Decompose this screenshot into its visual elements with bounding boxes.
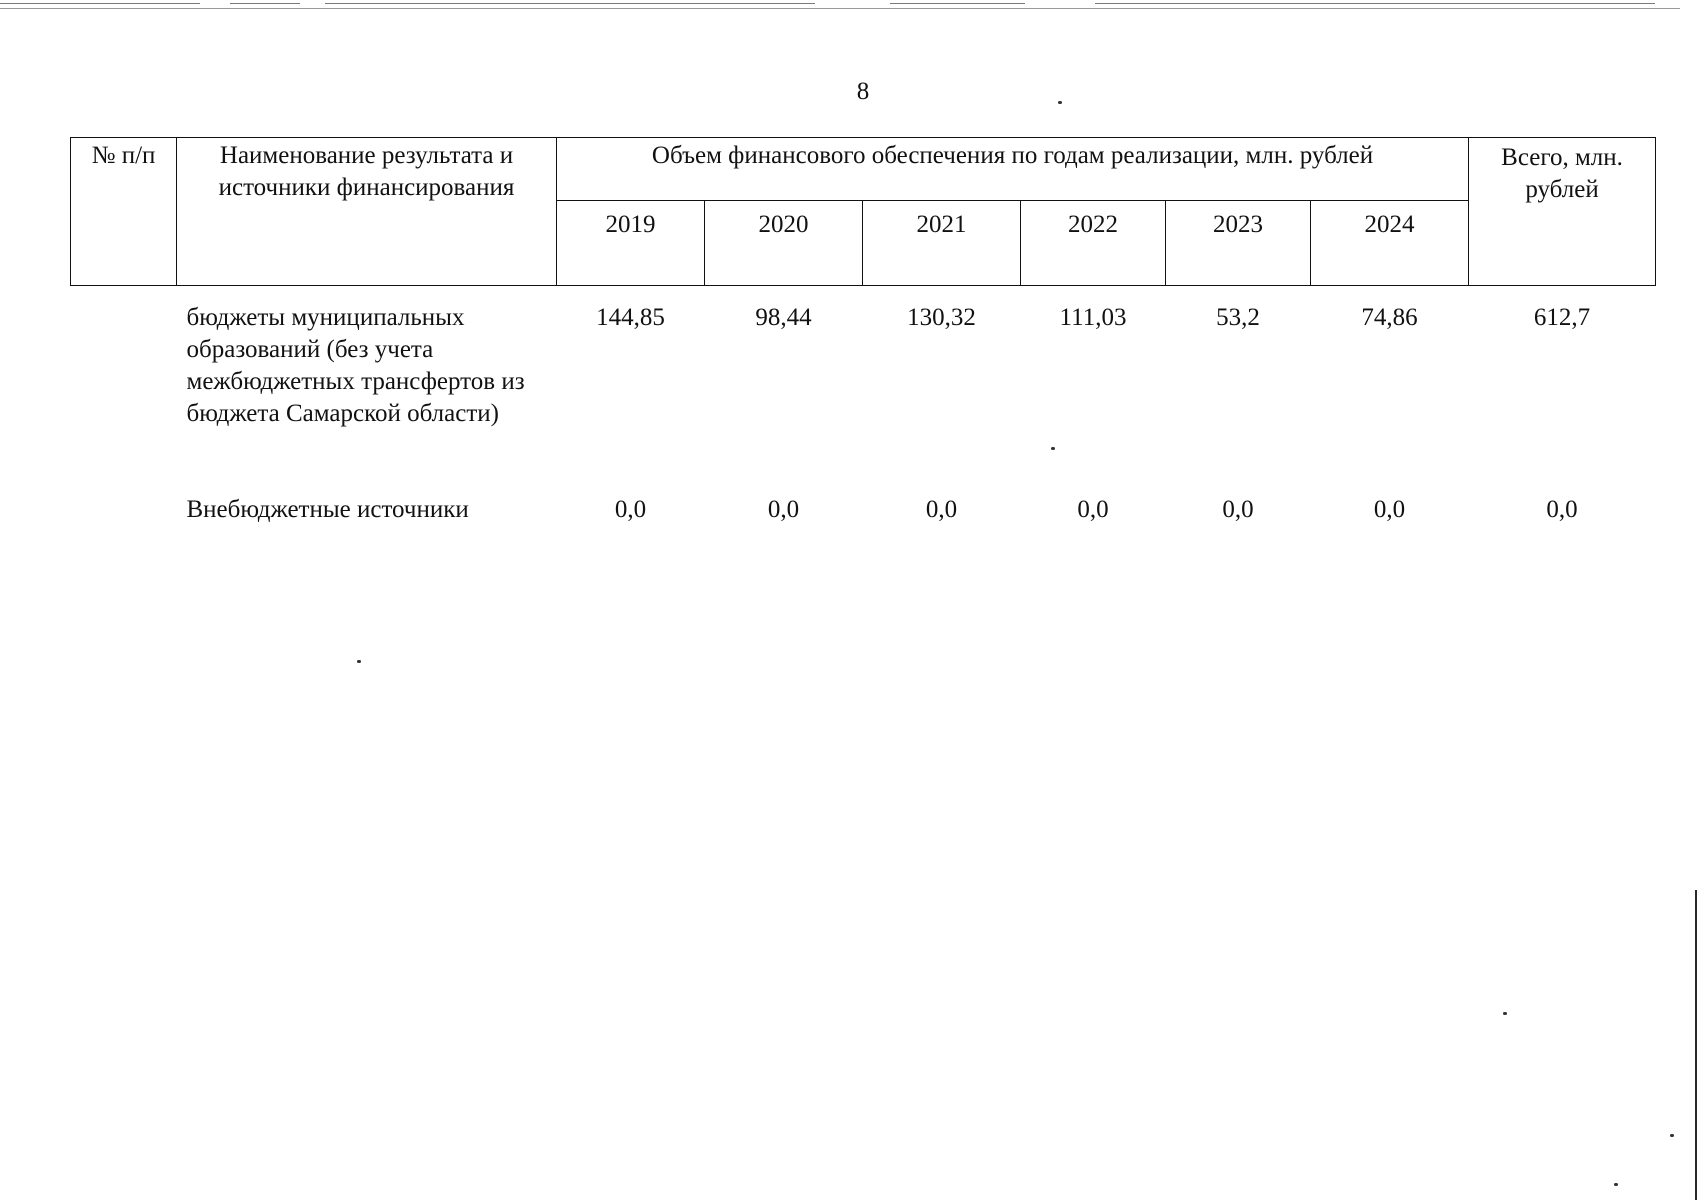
header-name: Наименование результата и источники финансирования [177,138,557,286]
row-value-2020: 98,44 [755,304,812,331]
table-header [71,138,1656,286]
scan-speck [1051,447,1055,450]
financing-table [70,137,1656,526]
scan-top-edge [0,0,1680,9]
row-value-2021: 130,32 [907,304,976,331]
header-year-2022: 2022 [1021,201,1166,286]
row-value-2019: 144,85 [596,304,665,331]
scan-right-edge [1695,890,1697,1200]
table-body [71,286,1656,527]
row-value-2021: 0,0 [925,496,958,523]
scan-speck [1614,1183,1618,1186]
scan-speck [1670,1134,1674,1137]
row-value-2023: 0,0 [1222,496,1254,523]
row-value-2020: 0,0 [767,496,800,523]
row-total: 0,0 [1546,496,1578,523]
scan-speck [1058,101,1062,104]
page-number: 8 [856,78,870,105]
table-row [71,286,1656,493]
header-year-2019: 2019 [557,201,705,286]
row-value-2024: 74,86 [1361,304,1418,331]
row-value-2023: 53,2 [1216,304,1260,331]
table-row [71,492,1656,526]
row-name: бюджеты муниципальных образований (без учета межбюджетных трансфертов из бюджета Самарской области) [186,304,525,427]
header-num: № п/п [71,138,177,286]
header-year-2020: 2020 [705,201,863,286]
header-year-2023: 2023 [1166,201,1311,286]
row-value-2022: 0,0 [1077,496,1109,523]
row-value-2019: 0,0 [614,496,647,523]
scan-speck [357,660,361,663]
scan-speck [1503,1012,1507,1015]
row-name: Внебюджетные источники [186,496,469,523]
header-total: Всего, млн. рублей [1469,138,1656,286]
row-num [71,492,177,526]
header-year-2021: 2021 [863,201,1021,286]
row-num [71,286,177,493]
header-funding-group: Объем финансового обеспечения по годам реализации, млн. рублей [557,138,1469,201]
row-value-2024: 0,0 [1373,496,1406,523]
row-value-2022: 111,03 [1059,304,1127,331]
header-year-2024: 2024 [1311,201,1469,286]
row-total: 612,7 [1533,304,1591,331]
